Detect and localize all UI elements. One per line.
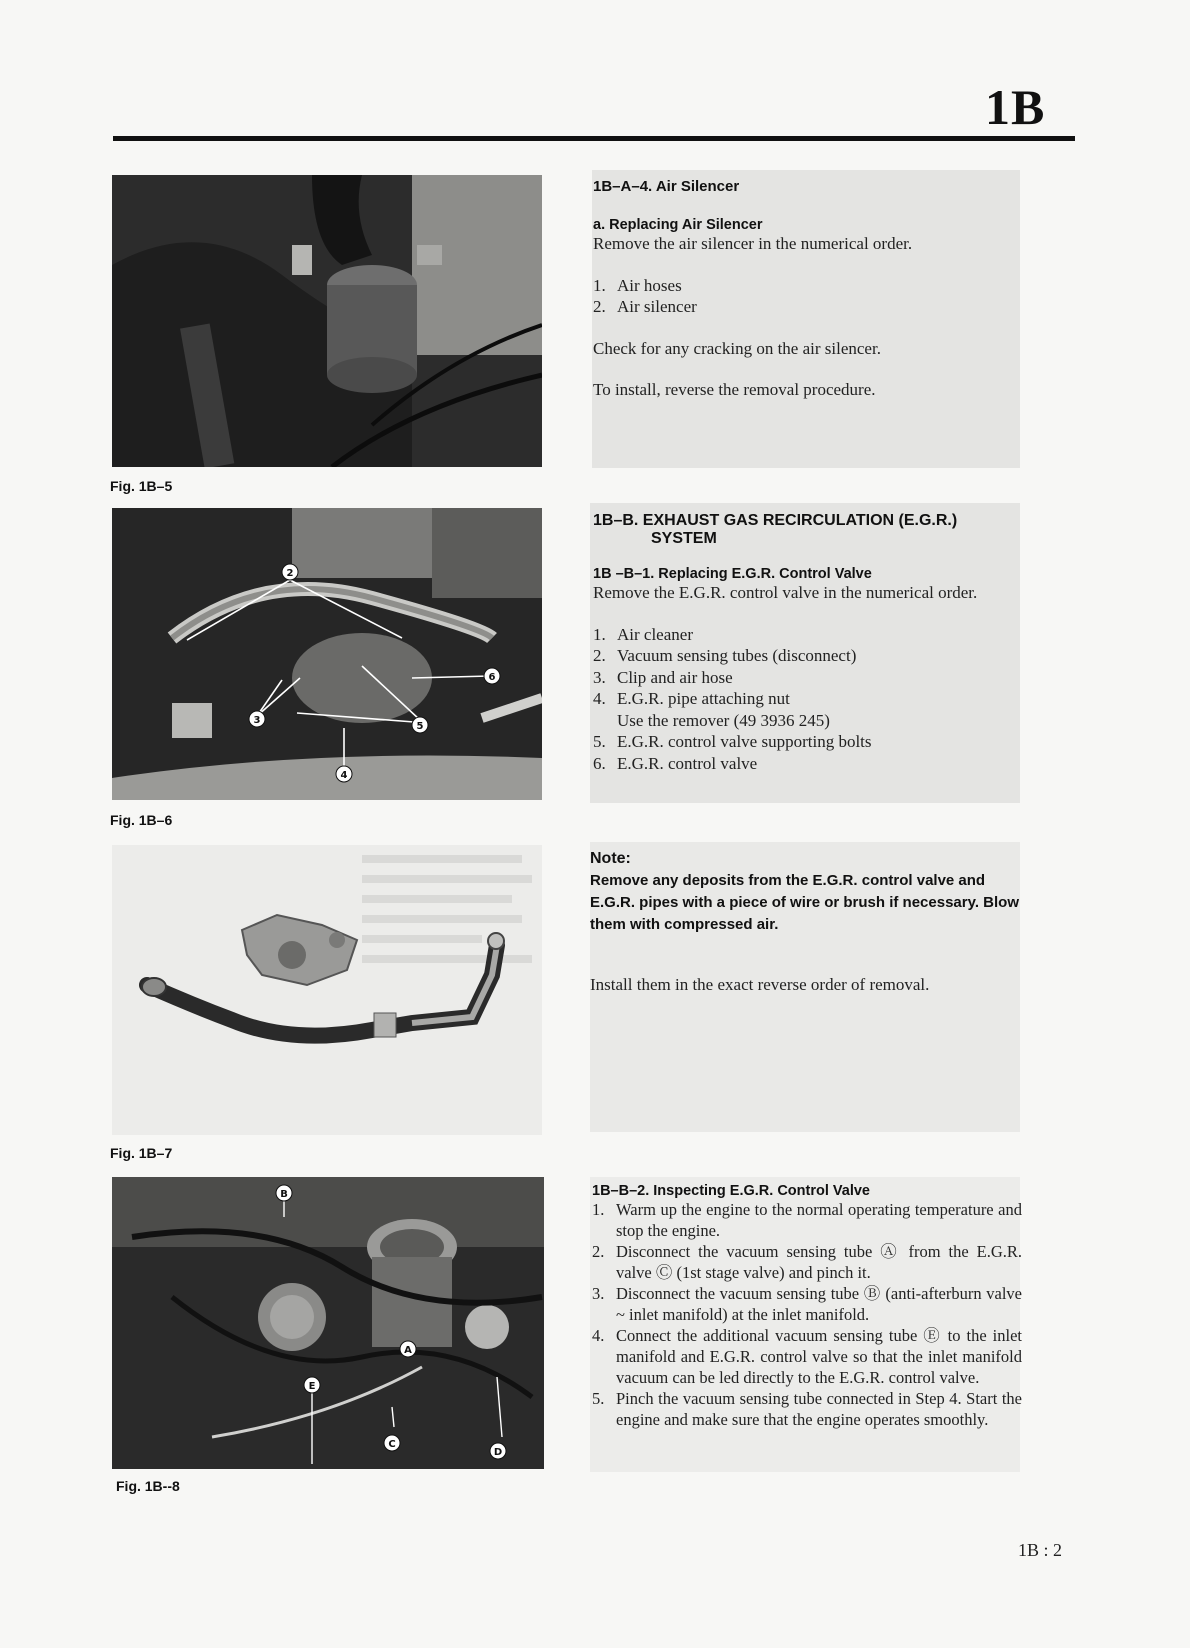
fig6-callout-5: 5 (416, 721, 424, 732)
egr-title-line1: 1B–B. EXHAUST GAS RECIRCULATION (E.G.R.) (593, 512, 958, 529)
air-silencer-install: To install, reverse the removal procedure. (593, 380, 876, 399)
fig8-callout-e: E (308, 1381, 316, 1392)
fig6-callout-4: 4 (340, 770, 348, 781)
egr-section (593, 512, 1018, 774)
list-item: 4. E.G.R. pipe attaching nut (593, 689, 790, 708)
list-item: Use the remover (49 3936 245) (617, 710, 830, 730)
list-item: 4. Connect the additional vacuum sensing tube Ⓔ to the inlet manifold and E.G.R. control valve so that the inlet manifold vacuum can be led directly to the E.G.R. control valve. (592, 1326, 1022, 1387)
list-item: 2. Disconnect the vacuum sensing tube Ⓐ from the E.G.R. valve Ⓒ (1st stage valve) and pinch it. (592, 1242, 1022, 1282)
fig6-callout-2: 2 (286, 568, 294, 579)
list-item: 1. Warm up the engine to the normal operating temperature and stop the engine. (592, 1200, 1022, 1240)
fig-1b-6-photo (112, 508, 542, 800)
air-silencer-title: 1B–A–4. Air Silencer (593, 178, 740, 195)
list-item: 3. Clip and air hose (593, 667, 733, 687)
list-item: 6. E.G.R. control valve (593, 753, 758, 773)
fig-1b-7-caption: Fig. 1B–7 (110, 1145, 173, 1161)
note-install: Install them in the exact reverse order of removal. (590, 975, 930, 994)
fig8-callout-d: D (493, 1447, 503, 1458)
chapter-code: 1B (985, 79, 1046, 135)
fig6-callout-3: 3 (253, 715, 261, 726)
fig8-callout-a: A (404, 1345, 412, 1356)
header-rule (113, 136, 1075, 141)
egr-intro: Remove the E.G.R. control valve in the numerical order. (593, 583, 978, 602)
list-item: 1. Air cleaner (593, 624, 693, 644)
note-body: Remove any deposits from the E.G.R. control valve and E.G.R. pipes with a piece of wire or brush if necessary. Blow them with compressed air. (590, 872, 1020, 933)
fig-1b-5-caption: Fig. 1B–5 (110, 478, 173, 494)
fig-1b-8-photo (112, 1177, 544, 1469)
fig8-callout-b: B (280, 1189, 288, 1200)
air-silencer-steps (593, 275, 1013, 318)
fig6-callout-6: 6 (488, 672, 496, 683)
fig-1b-7-photo (112, 845, 542, 1135)
list-item: 5. E.G.R. control valve supporting bolts (593, 732, 872, 751)
fig8-callout-c: C (388, 1439, 396, 1450)
inspecting-section (592, 1183, 1022, 1430)
list-item: 1. Air hoses (593, 275, 682, 295)
list-item: 5. Pinch the vacuum sensing tube connected in Step 4. Start the engine and make sure that the engine operates smoothly. (592, 1389, 1022, 1429)
replacing-air-silencer-subtitle: a. Replacing Air Silencer (593, 217, 763, 233)
fig-1b-8-caption: Fig. 1B--8 (116, 1478, 180, 1494)
note-section (590, 848, 1020, 996)
egr-title-line2: SYSTEM (651, 530, 717, 547)
air-silencer-check: Check for any cracking on the air silencer. (593, 338, 881, 358)
air-silencer-intro: Remove the air silencer in the numerical order. (593, 234, 913, 253)
fig-1b-6-caption: Fig. 1B–6 (110, 812, 173, 828)
air-silencer-section (593, 178, 1013, 401)
page-number: 1B : 2 (1018, 1540, 1063, 1560)
egr-steps (593, 624, 1018, 775)
list-item: 2. Vacuum sensing tubes (disconnect) (593, 646, 857, 665)
replacing-egr-subtitle: 1B –B–1. Replacing E.G.R. Control Valve (593, 566, 872, 582)
fig-1b-5-photo (112, 175, 542, 467)
list-item: 3. Disconnect the vacuum sensing tube Ⓑ (anti-afterburn valve ~ inlet manifold) at the inlet manifold. (592, 1284, 1022, 1324)
list-item: 2. Air silencer (593, 297, 697, 316)
note-label: Note: (590, 850, 631, 867)
inspecting-steps (592, 1199, 1022, 1430)
inspecting-egr-title: 1B–B–2. Inspecting E.G.R. Control Valve (592, 1183, 870, 1199)
